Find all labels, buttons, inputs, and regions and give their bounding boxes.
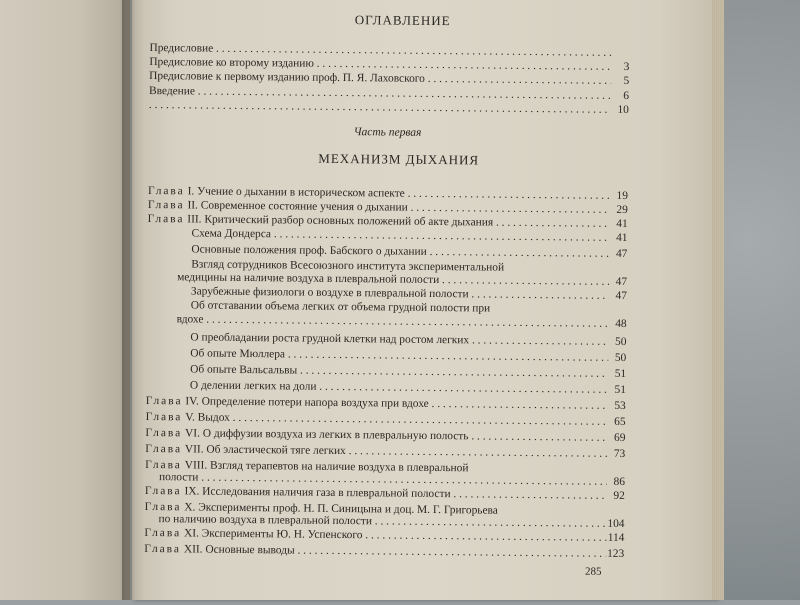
toc-page-number: 104	[598, 517, 624, 531]
chapter-prefix: Глава	[146, 411, 183, 423]
toc-entry-text: медицины на наличие воздуха в плевральной полости . . .	[177, 270, 609, 289]
chapter-prefix: Глава	[148, 185, 185, 197]
chapter-title: IX. Исследования наличия газа в плевральной полости	[184, 485, 450, 500]
book-spine-shadow	[122, 0, 144, 600]
toc-entry-text: Предисловие . . .	[149, 41, 611, 60]
chapter-prefix: Глава	[144, 527, 181, 539]
toc-page-number: 41	[601, 231, 627, 245]
chapter-title: VII. Об эластической тяге легких	[185, 443, 346, 457]
chapter-title: II. Современное состояние учения о дыхании	[187, 199, 407, 213]
toc-entry-text: Взгляд сотрудников Всесоюзного института экспериментальной	[191, 258, 504, 273]
toc-page-number: 29	[602, 203, 628, 217]
chapter-prefix: Глава	[145, 427, 182, 439]
toc-page-number: 92	[599, 489, 625, 503]
toc-page-number: 47	[601, 275, 627, 289]
left-page	[0, 0, 130, 600]
chapter-prefix: Глава	[144, 543, 181, 555]
chapter-title: VIII. Взгляд терапевтов на наличие воздуха в плевральной	[185, 459, 469, 474]
toc-entry-text: полости . . .	[159, 470, 607, 489]
toc-entry-text: Зарубежные физиологи о воздухе в плевральной полости . . .	[191, 284, 609, 302]
toc-entry-text: Об отставании объема легких от объема грудной полости при	[191, 299, 491, 314]
toc-page-number: 65	[600, 415, 626, 429]
toc-entry-text: Об опыте Вальсальвы . . .	[190, 362, 608, 380]
chapter-prefix: Глава	[145, 443, 182, 455]
toc-row	[144, 542, 624, 561]
toc-page-number: 47	[601, 247, 627, 261]
part-title: Часть первая	[354, 125, 422, 140]
chapter-title: V. Выдох	[185, 411, 230, 423]
chapter-prefix: Глава	[148, 199, 185, 211]
toc-entry-text	[144, 542, 606, 561]
toc-entry-text: Введение . . .	[149, 84, 611, 103]
toc-page-number: 69	[599, 431, 625, 445]
chapter-title: XI. Эксперименты Ю. Н. Успенского	[184, 527, 363, 541]
toc-entry-text: по наличию воздуха в плевральной полости . . .	[158, 512, 606, 531]
page-edges	[712, 0, 724, 600]
toc-entry-text: О делении легких на доли . . .	[190, 378, 608, 396]
table-of-contents	[144, 0, 630, 605]
toc-page-number: 123	[598, 547, 624, 561]
chapter-title: VI. О диффузии воздуха из легких в плевральную полость	[185, 427, 469, 442]
toc-page-number: 47	[601, 289, 627, 303]
toc-page-number: 73	[599, 447, 625, 461]
toc-page-number: 5	[603, 74, 629, 88]
chapter-title: III. Критический разбор основных положений об акте дыхания	[187, 213, 493, 228]
toc-entry-text: Предисловие ко второму изданию . . .	[149, 55, 611, 74]
chapter-title: X. Эксперименты проф. Н. П. Синицына и доц. М. Г. Григорьева	[184, 501, 498, 516]
toc-entry-text: Основные положения проф. Бабского о дыхании . . .	[191, 242, 609, 260]
toc-entry-text: Предисловие к первому изданию проф. П. Я. Лаховского . . .	[149, 69, 611, 88]
chapter-title: IV. Определение потери напора воздуха при вдохе	[185, 395, 428, 410]
toc-page-number: 51	[600, 383, 626, 397]
toc-page-number: 3	[603, 60, 629, 74]
toc-page-number: 10	[603, 103, 629, 117]
toc-title: ОГЛАВЛЕНИЕ	[355, 13, 451, 28]
chapter-prefix: Глава	[148, 213, 185, 225]
toc-page-number: 48	[601, 317, 627, 331]
toc-page-number: 53	[600, 399, 626, 413]
toc-page-number: 50	[600, 335, 626, 349]
toc-page-number: 6	[603, 89, 629, 103]
toc-entry-text: Схема Дондерса . . .	[191, 226, 609, 244]
toc-page-number: 19	[602, 189, 628, 203]
chapter-prefix: Глава	[145, 459, 182, 471]
chapter-title: I. Учение о дыхании в историческом аспекте	[188, 185, 405, 199]
chapter-prefix: Глава	[145, 501, 182, 513]
toc-entry-text: вдохе . . .	[177, 312, 609, 331]
toc-page-number: 86	[599, 475, 625, 489]
page-number: 285	[585, 565, 602, 579]
chapter-title: XII. Основные выводы	[184, 543, 295, 556]
toc-entry-text: О преобладании роста грудной клетки над ростом легких . . .	[190, 330, 608, 348]
toc-page-number: 41	[602, 217, 628, 231]
background-surface	[724, 0, 800, 600]
toc-entry-text: Об опыте Мюллера . . .	[190, 346, 608, 364]
toc-page-number: 50	[600, 351, 626, 365]
chapter-prefix: Глава	[145, 485, 182, 497]
toc-page-number: 51	[600, 367, 626, 381]
toc-page-number: 114	[598, 531, 624, 545]
section-title: МЕХАНИЗМ ДЫХАНИЯ	[318, 152, 479, 168]
chapter-prefix: Глава	[146, 395, 183, 407]
